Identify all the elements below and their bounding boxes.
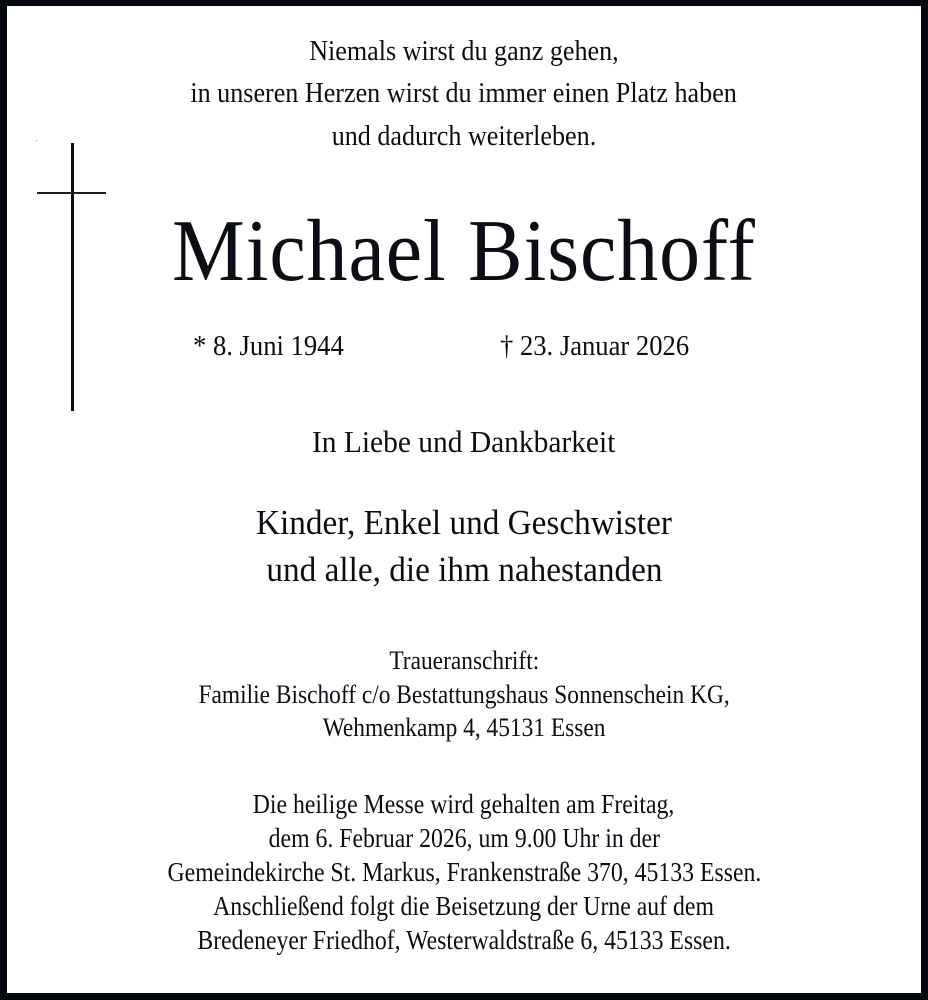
- service-line-2: dem 6. Februar 2026, um 9.00 Uhr in der: [268, 823, 660, 853]
- mourners-line-2: und alle, die ihm nahestanden: [265, 550, 663, 589]
- cross-horizontal-bar: [37, 192, 106, 194]
- dedication: In Liebe und Dankbarkeit: [312, 424, 616, 459]
- mourners-line-1: Kinder, Enkel und Geschwister: [255, 503, 673, 542]
- address-label: Traueranschrift:: [389, 646, 539, 675]
- death-date: † 23. Januar 2026: [500, 331, 690, 362]
- service-line-5: Bredeneyer Friedhof, Westerwaldstraße 6, 45133 Essen.: [197, 925, 731, 955]
- birth-date: * 8. Juni 1944: [193, 331, 344, 362]
- address-line-1: Familie Bischoff c/o Bestattungshaus Sonnenschein KG,: [198, 680, 730, 709]
- verse-line-1: Niemals wirst du ganz gehen,: [309, 35, 619, 67]
- verse-line-3: und dadurch weiterleben.: [331, 120, 597, 152]
- deceased-name: Michael Bischoff: [172, 203, 756, 300]
- service-line-1: Die heilige Messe wird gehalten am Freitag,: [253, 789, 675, 819]
- service-line-3: Gemeindekirche St. Markus, Frankenstraße 370, 45133 Essen.: [167, 857, 761, 887]
- verse-line-2: in unseren Herzen wirst du immer einen Platz haben: [190, 77, 738, 109]
- address-line-2: Wehmenkamp 4, 45131 Essen: [322, 713, 606, 742]
- service-line-4: Anschließend folgt die Beisetzung der Urne auf dem: [213, 891, 715, 921]
